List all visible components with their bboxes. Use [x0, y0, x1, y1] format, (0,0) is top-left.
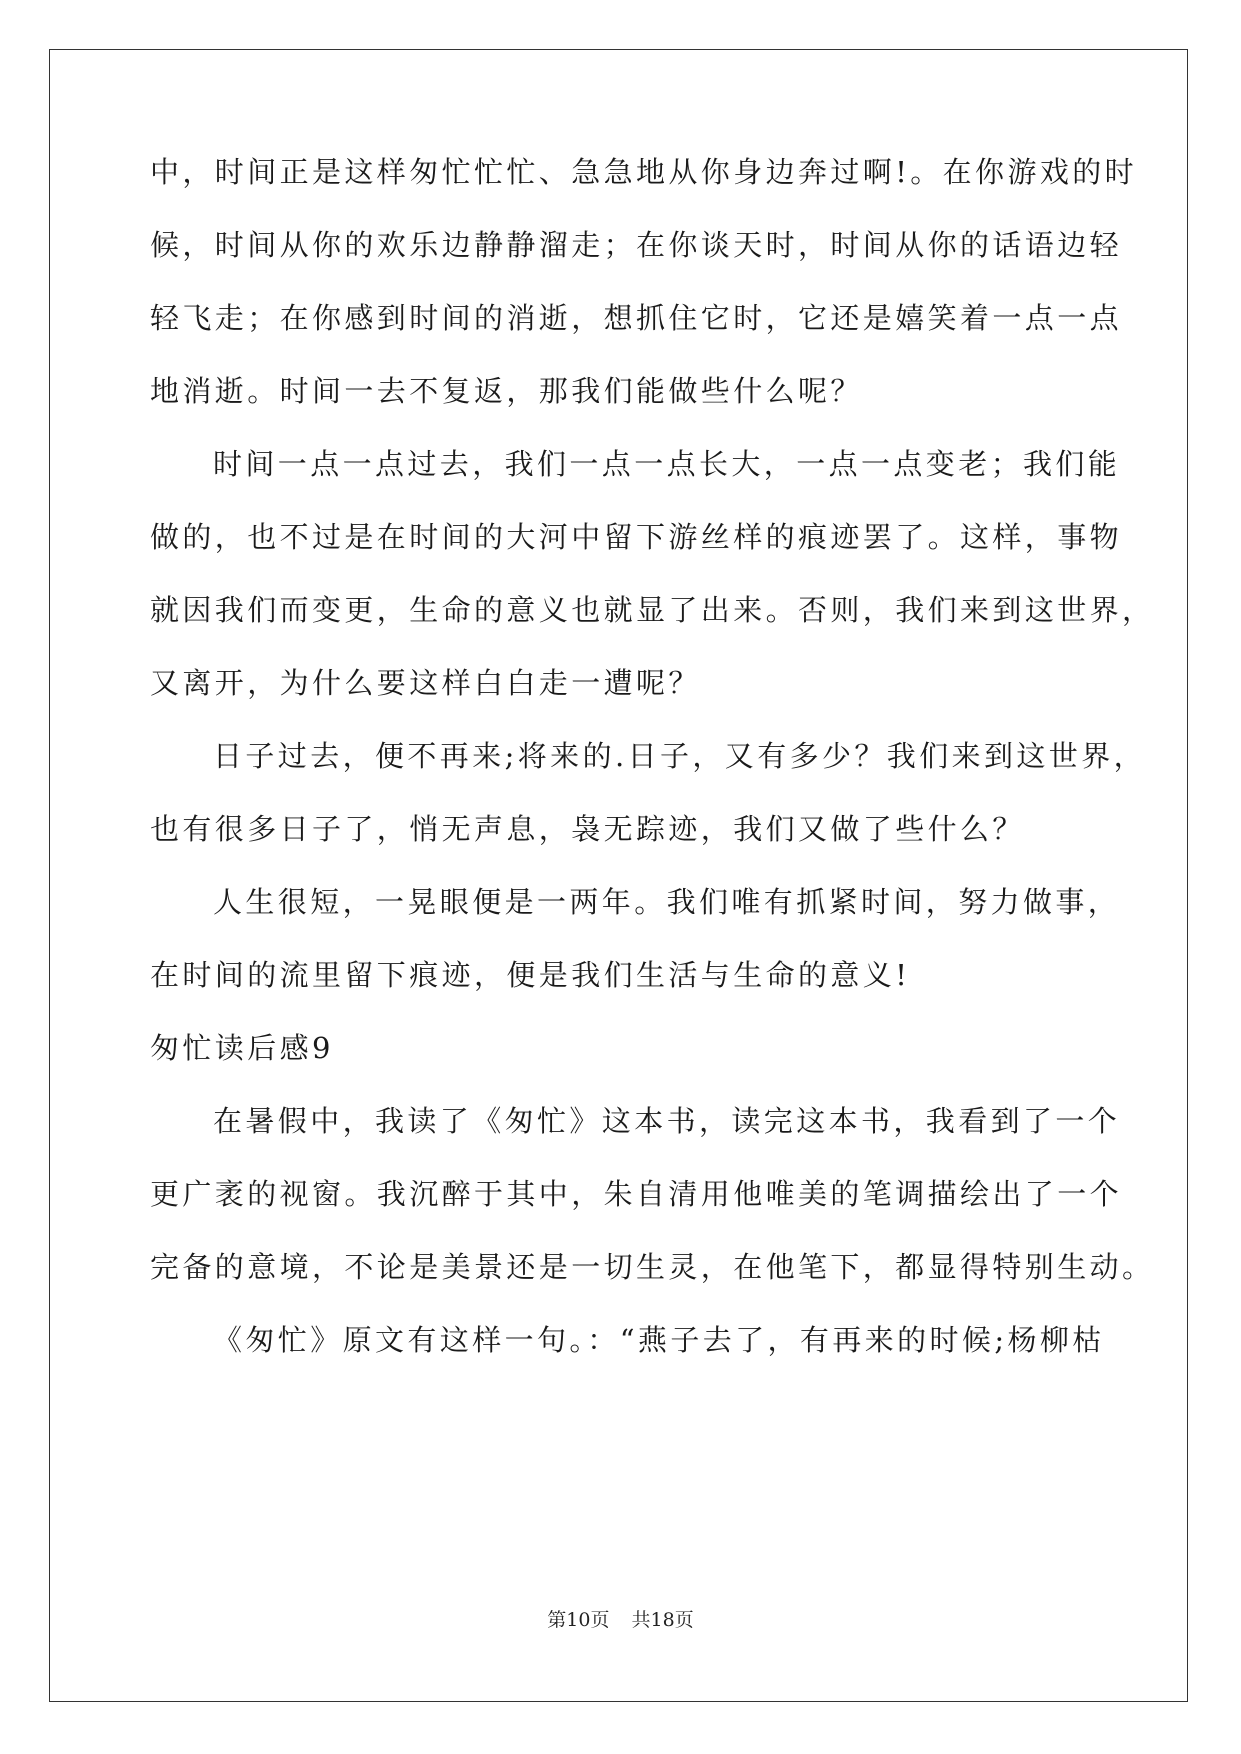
page-total: 共18页 [631, 1609, 694, 1631]
page-number: 第10页 [547, 1609, 610, 1631]
text-line: 做的，也不过是在时间的大河中留下游丝样的痕迹罢了。这样，事物 [150, 520, 1123, 554]
text-line: 中，时间正是这样匆忙忙忙、急急地从你身边奔过啊!。在你游戏的时 [150, 155, 1138, 189]
paragraph-start: 《匆忙》原文有这样一句。：“燕子去了，有再来的时候;杨柳枯 [213, 1323, 1105, 1357]
text-line: 就因我们而变更，生命的意义也就显了出来。否则，我们来到这世界， [150, 593, 1155, 627]
text-line: 候，时间从你的欢乐边静静溜走；在你谈天时，时间从你的话语边轻 [150, 228, 1123, 262]
paragraph-start: 在暑假中，我读了《匆忙》这本书，读完这本书，我看到了一个 [213, 1104, 1121, 1138]
text-line: 在时间的流里留下痕迹，便是我们生活与生命的意义! [150, 958, 911, 992]
text-line: 也有很多日子了，悄无声息，袅无踪迹，我们又做了些什么？ [150, 812, 1025, 846]
text-line: 完备的意境，不论是美景还是一切生灵，在他笔下，都显得特别生动。 [150, 1250, 1155, 1284]
text-line: 又离开，为什么要这样白白走一遭呢？ [150, 666, 701, 700]
paragraph-start: 时间一点一点过去，我们一点一点长大，一点一点变老；我们能 [213, 447, 1121, 481]
page-border [49, 49, 1188, 1702]
paragraph-start: 日子过去，便不再来;将来的.日子，又有多少？我们来到这世界， [213, 739, 1146, 773]
text-line: 更广袤的视窗。我沉醉于其中，朱自清用他唯美的笔调描绘出了一个 [150, 1177, 1123, 1211]
section-heading: 匆忙读后感9 [150, 1031, 334, 1065]
page-footer [0, 1608, 1241, 1632]
text-line: 轻飞走；在你感到时间的消逝，想抓住它时，它还是嬉笑着一点一点 [150, 301, 1123, 335]
text-line: 地消逝。时间一去不复返，那我们能做些什么呢？ [150, 374, 863, 408]
paragraph-start: 人生很短，一晃眼便是一两年。我们唯有抓紧时间，努力做事， [213, 885, 1121, 919]
